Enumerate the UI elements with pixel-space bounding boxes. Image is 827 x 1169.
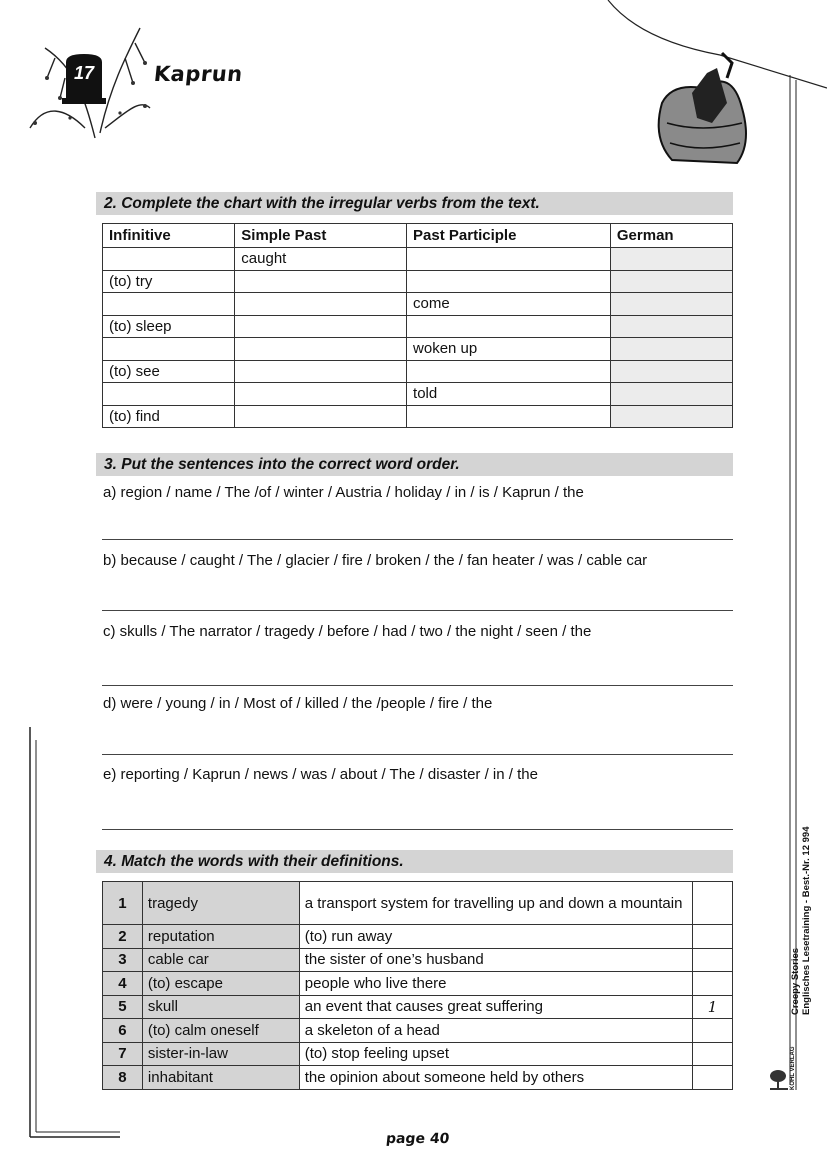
table-row xyxy=(103,293,733,316)
table-cell[interactable]: come xyxy=(407,293,611,316)
table-cell[interactable]: (to) sleep xyxy=(103,315,235,338)
item-number: 5 xyxy=(103,995,143,1019)
table-row xyxy=(103,1019,733,1043)
table-row xyxy=(103,405,733,428)
table-cell[interactable] xyxy=(407,270,611,293)
table-row xyxy=(103,248,733,271)
table-cell[interactable]: (to) see xyxy=(103,360,235,383)
table-row xyxy=(103,360,733,383)
item-number: 7 xyxy=(103,1042,143,1066)
column-header: Past Participle xyxy=(407,224,611,248)
table-cell[interactable] xyxy=(610,293,732,316)
item-word: skull xyxy=(142,995,299,1019)
cable-car-gondola-illustration xyxy=(652,48,762,173)
item-number: 3 xyxy=(103,948,143,972)
section4-heading: 4. Match the words with their definitions. xyxy=(96,850,733,873)
table-cell[interactable] xyxy=(610,315,732,338)
answer-cell[interactable] xyxy=(693,925,733,949)
side-publisher-text xyxy=(790,827,812,1016)
table-cell[interactable] xyxy=(610,248,732,271)
table-cell[interactable] xyxy=(235,293,407,316)
sentence-d: d) were / young / in / Most of / killed / the /people / fire / the xyxy=(103,695,493,712)
sentence-a: a) region / name / The /of / winter / Austria / holiday / in / is / Kaprun / the xyxy=(103,484,584,501)
table-cell[interactable] xyxy=(235,270,407,293)
table-cell[interactable] xyxy=(103,383,235,406)
irregular-verbs-table xyxy=(102,223,733,428)
item-word: sister-in-law xyxy=(142,1042,299,1066)
table-cell[interactable]: woken up xyxy=(407,338,611,361)
answer-line-e[interactable] xyxy=(102,829,733,830)
table-cell[interactable]: (to) try xyxy=(103,270,235,293)
column-header: Simple Past xyxy=(235,224,407,248)
table-cell[interactable] xyxy=(610,270,732,293)
table-cell[interactable] xyxy=(407,248,611,271)
table-cell[interactable] xyxy=(103,338,235,361)
section3-heading: 3. Put the sentences into the correct word order. xyxy=(96,453,733,476)
section2-heading: 2. Complete the chart with the irregular verbs from the text. xyxy=(96,192,733,215)
table-cell[interactable] xyxy=(235,315,407,338)
item-definition: a transport system for travelling up and down a mountain xyxy=(299,882,692,925)
table-cell[interactable]: caught xyxy=(235,248,407,271)
item-number: 1 xyxy=(103,882,143,925)
page-title: Kaprun xyxy=(152,62,244,86)
table-row xyxy=(103,338,733,361)
answer-cell[interactable] xyxy=(693,1042,733,1066)
table-row xyxy=(103,948,733,972)
table-cell[interactable] xyxy=(610,360,732,383)
table-row xyxy=(103,315,733,338)
sentence-c: c) skulls / The narrator / tragedy / before / had / two / the night / seen / the xyxy=(103,623,592,640)
page-number: page 40 xyxy=(385,1131,451,1147)
item-number: 8 xyxy=(103,1066,143,1090)
table-row xyxy=(103,882,733,925)
table-row xyxy=(103,270,733,293)
table-cell[interactable] xyxy=(235,383,407,406)
publisher-logo-icon xyxy=(768,1068,790,1092)
table-cell[interactable] xyxy=(610,383,732,406)
item-number: 6 xyxy=(103,1019,143,1043)
table-row xyxy=(103,1042,733,1066)
answer-cell[interactable] xyxy=(693,948,733,972)
item-definition: (to) stop feeling upset xyxy=(299,1042,692,1066)
series-subtitle: Englisches Lesetraining - Best.-Nr. 12 994 xyxy=(801,826,812,1015)
table-row xyxy=(103,925,733,949)
table-cell[interactable] xyxy=(610,338,732,361)
chapter-number: 17 xyxy=(73,63,95,83)
answer-cell[interactable] xyxy=(693,1066,733,1090)
item-number: 4 xyxy=(103,972,143,996)
table-cell[interactable] xyxy=(103,248,235,271)
answer-cell[interactable] xyxy=(693,882,733,925)
answer-cell[interactable] xyxy=(693,972,733,996)
table-cell[interactable] xyxy=(235,405,407,428)
answer-line-c[interactable] xyxy=(102,685,733,686)
table-cell[interactable]: (to) find xyxy=(103,405,235,428)
match-definitions-table xyxy=(102,881,733,1090)
answer-cell[interactable]: 1 xyxy=(693,995,733,1019)
table-cell[interactable] xyxy=(235,360,407,383)
item-definition: people who live there xyxy=(299,972,692,996)
item-word: cable car xyxy=(142,948,299,972)
item-definition: a skeleton of a head xyxy=(299,1019,692,1043)
item-definition: the sister of one’s husband xyxy=(299,948,692,972)
answer-cell[interactable] xyxy=(693,1019,733,1043)
item-word: tragedy xyxy=(142,882,299,925)
table-row xyxy=(103,383,733,406)
item-definition: the opinion about someone held by others xyxy=(299,1066,692,1090)
column-header: German xyxy=(610,224,732,248)
table-row xyxy=(103,995,733,1019)
table-row xyxy=(103,972,733,996)
table-cell[interactable]: told xyxy=(407,383,611,406)
sentence-e: e) reporting / Kaprun / news / was / about / The / disaster / in / the xyxy=(103,766,538,783)
item-word: (to) escape xyxy=(142,972,299,996)
answer-line-d[interactable] xyxy=(102,754,733,755)
answer-line-a[interactable] xyxy=(102,539,733,540)
table-header-row xyxy=(103,224,733,248)
table-row xyxy=(103,1066,733,1090)
item-word: inhabitant xyxy=(142,1066,299,1090)
series-title: Creepy Stories xyxy=(790,947,801,1015)
publisher-name: KOHL VERLAG xyxy=(790,1046,796,1090)
answer-line-b[interactable] xyxy=(102,610,733,611)
table-cell[interactable] xyxy=(407,360,611,383)
item-definition: (to) run away xyxy=(299,925,692,949)
table-cell[interactable] xyxy=(103,293,235,316)
item-definition: an event that causes great suffering xyxy=(299,995,692,1019)
item-word: reputation xyxy=(142,925,299,949)
table-cell[interactable] xyxy=(610,405,732,428)
table-cell[interactable] xyxy=(235,338,407,361)
item-number: 2 xyxy=(103,925,143,949)
item-word: (to) calm oneself xyxy=(142,1019,299,1043)
column-header: Infinitive xyxy=(103,224,235,248)
table-cell[interactable] xyxy=(407,315,611,338)
table-cell[interactable] xyxy=(407,405,611,428)
sentence-b: b) because / caught / The / glacier / fire / broken / the / fan heater / was / cable car xyxy=(103,552,648,569)
